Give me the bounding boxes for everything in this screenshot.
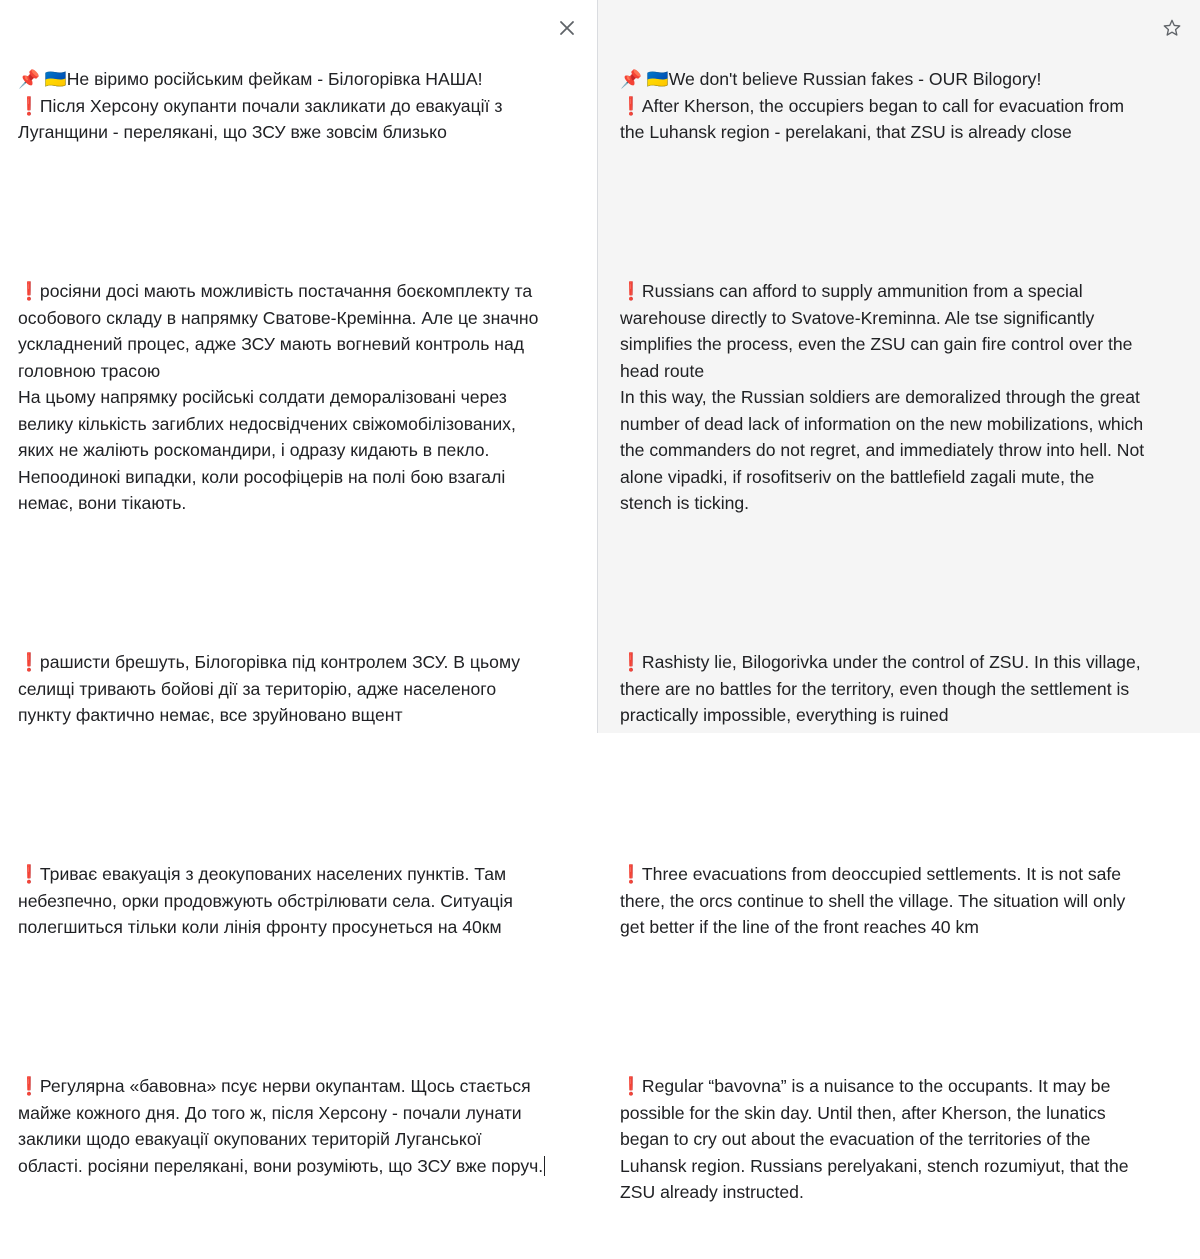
translation-paragraph-2: ❗Russians can afford to supply ammunition from a special warehouse directly to Svatove-Kreminna. Ale tse significantly simplifies the process, even the ZSU can gain fire control over the head route In this way, the Russian soldiers are demoralized through the great number of dead lack of information on the new mobilizations, which the commanders do not regret, and immediately throw into hell. Not alone vipadki, if rosofitseriv on the battlefield zagali mute, the stench is ticking. [620, 281, 1145, 513]
paragraph-spacer [620, 994, 1150, 1021]
paragraph-spacer [18, 199, 547, 226]
source-paragraph-5-wrap [18, 1073, 547, 1179]
source-paragraph-5: ❗Регулярна «бавовна» псує нерви окупантам. Щось стається майже кожного дня. До того ж, після Херсону - почали лунати заклики щодо евакуації окупованих територій Луганської області. росіяни перелякані, вони розуміють, що ЗСУ вже поруч. [18, 1076, 544, 1176]
translation-pane [598, 0, 1200, 1202]
source-paragraph-2: ❗росіяни досі мають можливість постачання боєкомплекту та особового складу в напрямку Сватове-Кремінна. Але це значно ускладнений процес, адже ЗСУ мають вогневий контроль над головною трасою На цьому напрямку російські солдати деморалізовані через велику кількість загиблих недосвідчених свіжомобілізованих, яких не жаліють роскомандири, і одразу кидають в пекло. Непоодинокі випадки, коли рософіцерів на полі бою взагалі немає, вони тікають. [18, 281, 539, 513]
paragraph-spacer [18, 782, 547, 809]
translation-paragraph-3: ❗Rashisty lie, Bilogorivka under the control of ZSU. In this village, there are no battles for the territory, even though the settlement is practically impossible, everything is ruined [620, 652, 1146, 725]
paragraph-spacer [18, 994, 547, 1021]
close-icon [559, 20, 575, 36]
translation-paragraph-5: ❗Regular “bavovna” is a nuisance to the occupants. It may be possible for the skin day. Until then, after Kherson, the lunatics began to cry out about the evacuation of the territories of the Luhansk region. Russians perelyakani, stench rozumiyut, that the ZSU already instructed. [620, 1076, 1134, 1202]
source-text-pane[interactable] [0, 0, 598, 1176]
paragraph-spacer [620, 570, 1150, 597]
paragraph-spacer [620, 782, 1150, 809]
source-paragraph-4: ❗Триває евакуація з деокупованих населених пунктів. Там небезпечно, орки продовжують обстрілювати села. Ситуація полегшиться тільки коли лінія фронту просунеться на 40км [18, 864, 518, 937]
paragraph-spacer [18, 570, 547, 597]
translation-paragraph-4: ❗Three evacuations from deoccupied settlements. It is not safe there, the orcs continue to shell the village. The situation will only get better if the line of the front reaches 40 km [620, 864, 1131, 937]
clear-source-button[interactable] [555, 16, 579, 40]
star-outline-icon [1162, 18, 1182, 38]
translation-output [620, 13, 1150, 1259]
source-paragraph-1: 📌 🇺🇦Не віримо російським фейкам - Білогорівка НАША! ❗Після Херсону окупанти почали закликати до евакуації з Луганщини - перелякані, що ЗСУ вже зовсім близько [18, 69, 503, 142]
save-translation-button[interactable] [1160, 16, 1184, 40]
source-textarea[interactable] [18, 13, 547, 1232]
source-paragraph-3: ❗рашисти брешуть, Білогорівка під контролем ЗСУ. В цьому селищі тривають бойові дії за територію, адже населеного пункту фактично немає, все зруйновано вщент [18, 652, 525, 725]
paragraph-spacer [620, 199, 1150, 226]
text-cursor [544, 1156, 545, 1176]
translation-paragraph-1: 📌 🇺🇦We don't believe Russian fakes - OUR Bilogory! ❗After Kherson, the occupiers began to call for evacuation from the Luhansk region - perelakani, that ZSU is already close [620, 69, 1125, 142]
